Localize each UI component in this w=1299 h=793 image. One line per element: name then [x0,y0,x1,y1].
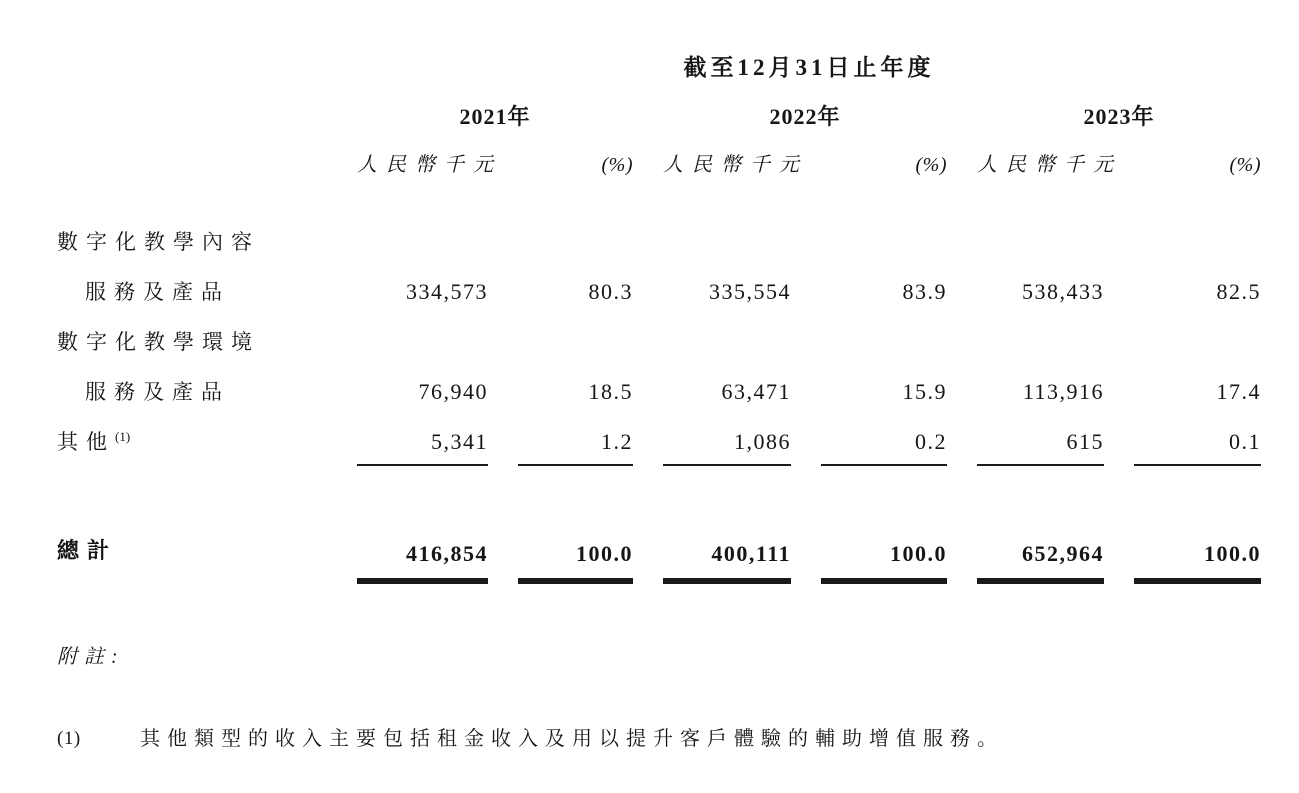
row-label-line1: 數字化教學環境 [57,330,260,354]
double-rule [821,578,947,584]
table-row [0,366,1299,416]
total-2022-percent: 100.0 [821,539,947,584]
period-header-row [0,52,1299,84]
double-rule [663,578,791,584]
value-2021-percent: 80.3 [588,279,633,304]
total-2023-amount: 652,964 [977,539,1104,584]
total-row [0,536,1299,584]
row-label [57,428,327,466]
year-header-2021: 2021年 [459,104,531,129]
row-label-line1: 數字化教學內容 [57,230,260,254]
total-2022-amount: 400,111 [663,539,791,584]
value-2023-amount: 538,433 [1022,279,1104,304]
value-2021-percent: 18.5 [588,379,633,404]
note-marker: (1) [57,728,81,749]
double-rule [518,578,633,584]
note-text: 其他類型的收入主要包括租金收入及用以提升客戶體驗的輔助增值服務。 [140,728,1004,750]
double-rule [1134,578,1261,584]
row-label-line2: 服務及產品 [85,280,230,304]
percent-header-2023: (%) [1229,154,1261,176]
note-item [0,724,1299,754]
table-row [0,316,1299,366]
value-2021-percent: 1.2 [518,428,633,466]
unit-header-2022: 人民幣千元 [663,154,808,176]
row-label-line2: 服務及產品 [85,380,230,404]
value-2022-percent: 15.9 [902,379,947,404]
total-label: 總計 [57,538,118,563]
column-header-row [0,148,1299,182]
double-rule [977,578,1104,584]
value-2023-percent: 82.5 [1216,279,1261,304]
value-2023-percent: 0.1 [1134,428,1261,466]
value-2023-percent: 17.4 [1216,379,1261,404]
double-rule [357,578,488,584]
table-row [0,216,1299,266]
value-2023-amount: 615 [977,428,1104,466]
year-header-2022: 2022年 [769,104,841,129]
unit-header-2021: 人民幣千元 [357,154,502,176]
row-label-text: 其他 [57,430,115,454]
total-2021-percent: 100.0 [518,539,633,584]
value-2021-amount: 5,341 [357,428,488,466]
unit-header-2023: 人民幣千元 [977,154,1122,176]
value-2022-amount: 335,554 [709,279,791,304]
table-row-others [0,416,1299,466]
value-2022-amount: 1,086 [663,428,791,466]
year-header-row [0,101,1299,133]
total-2023-percent: 100.0 [1134,539,1261,584]
notes-heading: 附註: [57,646,125,668]
value-2022-amount: 63,471 [721,379,791,404]
year-header-2023: 2023年 [1083,104,1155,129]
value-2021-amount: 334,573 [406,279,488,304]
percent-header-2021: (%) [601,154,633,176]
value-2023-amount: 113,916 [1022,379,1104,404]
value-2021-amount: 76,940 [418,379,488,404]
footnote-marker: (1) [115,429,131,444]
value-2022-percent: 0.2 [821,428,947,466]
percent-header-2022: (%) [915,154,947,176]
total-2021-amount: 416,854 [357,539,488,584]
period-header: 截至12月31日止年度 [683,55,935,80]
value-2022-percent: 83.9 [902,279,947,304]
table-row [0,266,1299,316]
